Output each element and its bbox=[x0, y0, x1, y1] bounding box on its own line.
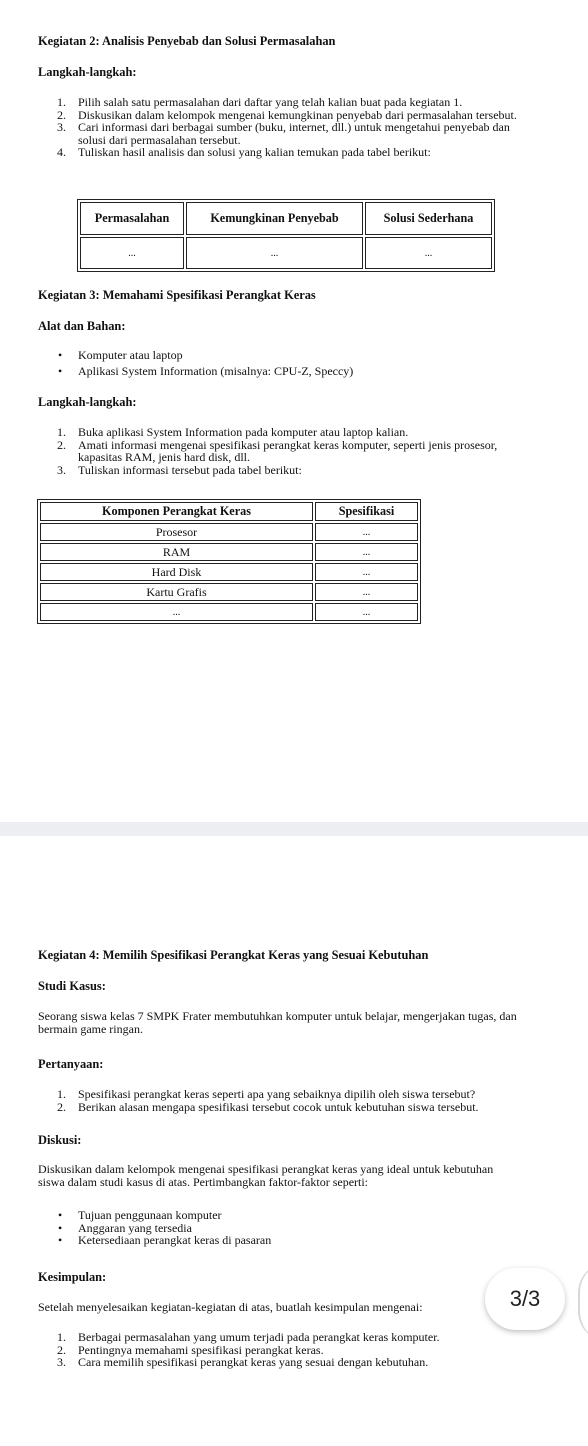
table-row bbox=[40, 543, 418, 561]
kegiatan2-title: Kegiatan 2: Analisis Penyebab dan Solusi Permasalahan bbox=[38, 34, 336, 48]
table-header-row bbox=[40, 502, 418, 521]
table-row bbox=[80, 237, 492, 269]
list-item: 1. Berbagai permasalahan yang umum terjadi pada perangkat keras komputer. bbox=[57, 1330, 440, 1344]
list-item: 1. Buka aplikasi System Information pada komputer atau laptop kalian. bbox=[57, 425, 409, 439]
list-item: 1. Pilih salah satu permasalahan dari daftar yang telah kalian buat pada kegiatan 1. bbox=[57, 95, 463, 109]
table-cell: ... bbox=[315, 543, 418, 561]
pertanyaan-heading: Pertanyaan: bbox=[38, 1057, 104, 1071]
table-cell: ... bbox=[315, 563, 418, 581]
table-cell: ... bbox=[40, 603, 313, 621]
list-item: 2. Diskusikan dalam kelompok mengenai kemungkinan penyebab dari permasalahan tersebut. bbox=[57, 107, 517, 122]
table-row bbox=[40, 523, 418, 541]
kesimpulan-text: Setelah menyelesaikan kegiatan-kegiatan di atas, buatlah kesimpulan mengenai: bbox=[38, 1300, 423, 1314]
pertanyaan-list bbox=[38, 1088, 558, 1113]
kesimpulan-list bbox=[38, 1331, 558, 1369]
list-item: 2. Berikan alasan mengapa spesifikasi tersebut cocok untuk kebutuhan siswa tersebut. bbox=[57, 1099, 479, 1114]
diskusi-heading: Diskusi: bbox=[38, 1133, 82, 1147]
table-cell: Hard Disk bbox=[40, 563, 313, 581]
table-header: Komponen Perangkat Keras bbox=[40, 502, 313, 521]
table-cell: Prosesor bbox=[40, 523, 313, 541]
kegiatan2-langkah-heading: Langkah-langkah: bbox=[38, 65, 137, 79]
table-cell: ... bbox=[365, 237, 492, 269]
table-header-row bbox=[80, 202, 492, 235]
list-item: 4. Tuliskan hasil analisis dan solusi yang kalian temukan pada tabel berikut: bbox=[57, 145, 431, 159]
table-cell: ... bbox=[80, 237, 184, 269]
table-row bbox=[40, 583, 418, 601]
spesifikasi-table bbox=[37, 499, 421, 624]
list-item: 2. Pentingnya memahami spesifikasi perangkat keras. bbox=[57, 1342, 324, 1357]
kesimpulan-heading: Kesimpulan: bbox=[38, 1270, 107, 1284]
table-header: Solusi Sederhana bbox=[365, 202, 492, 235]
kegiatan3-alat-heading: Alat dan Bahan: bbox=[38, 319, 126, 333]
table-cell: ... bbox=[315, 523, 418, 541]
kegiatan2-steps bbox=[38, 96, 538, 159]
table-row bbox=[40, 603, 418, 621]
table-cell: RAM bbox=[40, 543, 313, 561]
kegiatan3-steps bbox=[38, 426, 538, 476]
analisis-table bbox=[77, 199, 495, 272]
table-row bbox=[40, 563, 418, 581]
list-item: • Komputer atau laptop bbox=[58, 348, 183, 362]
studi-kasus-heading: Studi Kasus: bbox=[38, 979, 106, 993]
list-item: 3. Cari informasi dari berbagai sumber (buku, internet, dll.) untuk mengetahui penyebab dan solusi dari permasalahan tersebut. bbox=[57, 120, 510, 147]
studi-kasus-text: Seorang siswa kelas 7 SMPK Frater membutuhkan komputer untuk belajar, mengerjakan tugas, dan bermain game ringan. bbox=[38, 1009, 517, 1036]
faktor-list bbox=[38, 1209, 538, 1247]
kegiatan3-langkah-heading: Langkah-langkah: bbox=[38, 395, 137, 409]
list-item: • Ketersediaan perangkat keras di pasaran bbox=[58, 1233, 272, 1247]
list-item: • Aplikasi System Information (misalnya: CPU-Z, Speccy) bbox=[58, 363, 354, 378]
list-item: 1. Spesifikasi perangkat keras seperti apa yang sebaiknya dipilih oleh siswa tersebut? bbox=[57, 1087, 476, 1101]
table-cell: Kartu Grafis bbox=[40, 583, 313, 601]
page-separator bbox=[0, 822, 588, 836]
table-header: Permasalahan bbox=[80, 202, 184, 235]
diskusi-text: Diskusikan dalam kelompok mengenai spesifikasi perangkat keras yang ideal untuk kebutuhan siswa dalam studi kasus di atas. Pertimbangkan faktor-faktor seperti: bbox=[38, 1162, 494, 1189]
table-cell: ... bbox=[186, 237, 363, 269]
alat-list bbox=[38, 349, 538, 377]
kegiatan3-title: Kegiatan 3: Memahami Spesifikasi Perangkat Keras bbox=[38, 288, 316, 302]
list-item: 3. Cara memilih spesifikasi perangkat keras yang sesuai dengan kebutuhan. bbox=[57, 1355, 429, 1369]
list-item: 3. Tuliskan informasi tersebut pada tabel berikut: bbox=[57, 462, 302, 477]
page-indicator[interactable]: 3/3 bbox=[485, 1268, 565, 1330]
list-item: • Tujuan penggunaan komputer bbox=[58, 1208, 222, 1222]
table-header: Spesifikasi bbox=[315, 502, 418, 521]
list-item: • Anggaran yang tersedia bbox=[58, 1220, 192, 1235]
table-cell: ... bbox=[315, 583, 418, 601]
table-header: Kemungkinan Penyebab bbox=[186, 202, 363, 235]
table-cell: ... bbox=[315, 603, 418, 621]
list-item: 2. Amati informasi mengenai spesifikasi perangkat keras komputer, seperti jenis prosesor, kapasitas RAM, jenis hard disk, dll. bbox=[57, 437, 498, 464]
kegiatan4-title: Kegiatan 4: Memilih Spesifikasi Perangkat Keras yang Sesuai Kebutuhan bbox=[38, 948, 429, 962]
